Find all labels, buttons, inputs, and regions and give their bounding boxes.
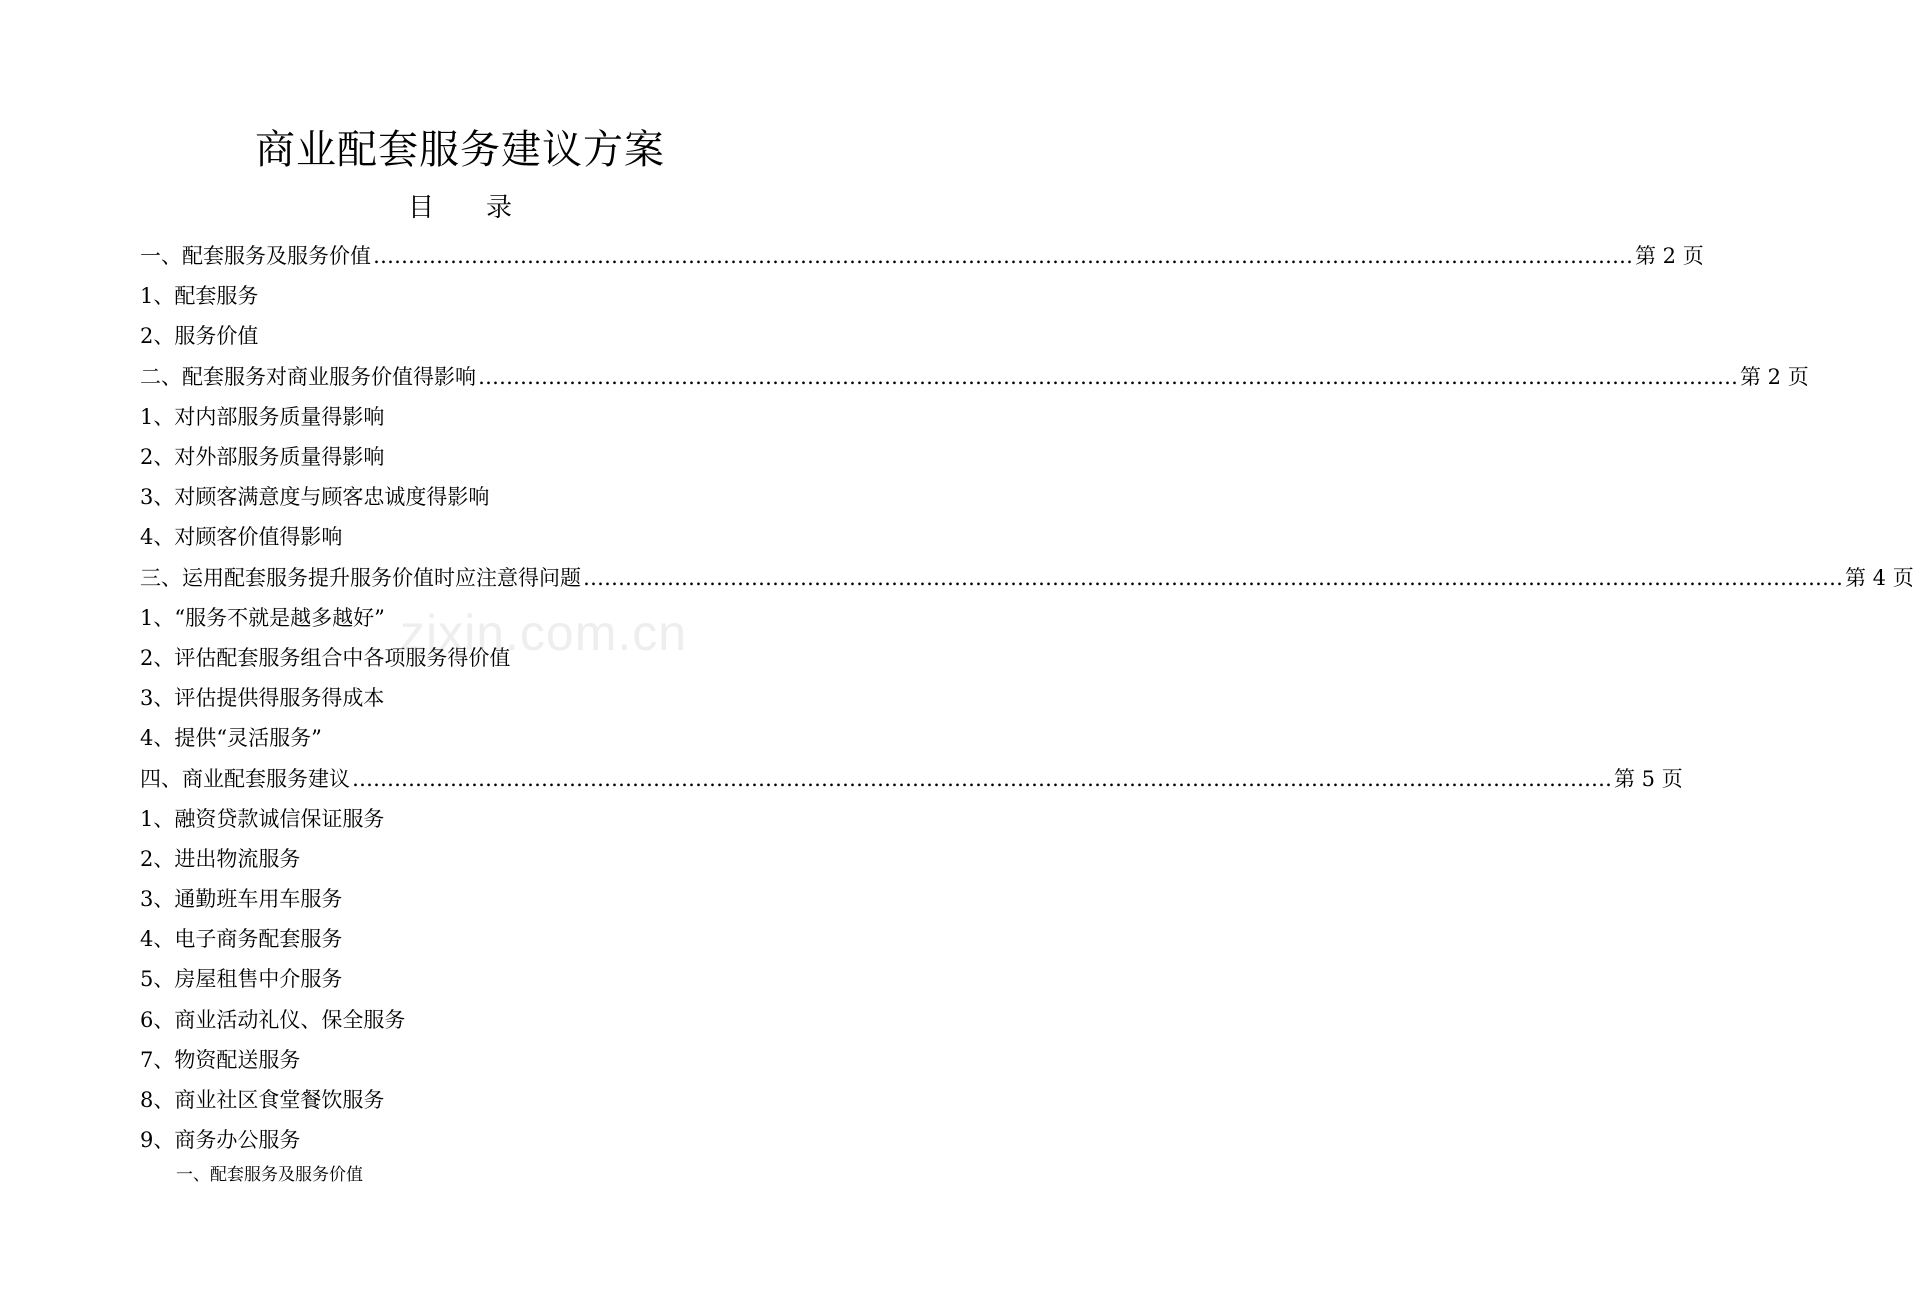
toc-entry: [140, 517, 782, 557]
toc-entry-label: 1、融资贷款诚信保证服务: [140, 806, 385, 831]
toc-entry: [140, 397, 782, 437]
toc-entry: [140, 678, 782, 718]
toc-entry-label: 2、进出物流服务: [140, 846, 301, 871]
toc-page-number: 第 2 页: [1740, 364, 1809, 389]
toc-entry-label: 6、商业活动礼仪、保全服务: [140, 1007, 406, 1032]
toc-entry-label: 一、配套服务及服务价值: [140, 244, 371, 269]
toc-heading: [0, 190, 920, 226]
toc-entry-label: 三、运用配套服务提升服务价值时应注意得问题: [140, 565, 581, 590]
toc-entry: [140, 839, 782, 879]
toc-entry: [140, 1120, 782, 1160]
toc-dot-leader: ………………………………………………………………………………………………………………………………………………………………: [373, 244, 1633, 269]
toc-entry: [140, 799, 782, 839]
toc-entry: [140, 437, 782, 477]
toc-entry: [140, 357, 1809, 397]
table-of-contents: [140, 236, 1914, 1160]
toc-entry: [140, 959, 782, 999]
toc-entry: [140, 1000, 782, 1040]
toc-entry: [140, 558, 1914, 598]
toc-entry-label: 1、配套服务: [140, 284, 259, 309]
toc-entry: [140, 718, 782, 758]
toc-entry: [140, 276, 782, 316]
toc-page-number: 第 5 页: [1614, 766, 1683, 791]
toc-entry-label: 1、对内部服务质量得影响: [140, 404, 385, 429]
toc-entry: [140, 1080, 782, 1120]
toc-heading-right: 录: [486, 193, 513, 223]
toc-entry-label: 4、电子商务配套服务: [140, 927, 343, 952]
toc-entry: [140, 477, 782, 517]
toc-dot-leader: ………………………………………………………………………………………………………………………………………………………………: [478, 364, 1738, 389]
toc-heading-left: 目: [407, 193, 434, 223]
toc-entry: [140, 316, 782, 356]
toc-entry-label: 7、物资配送服务: [140, 1047, 301, 1072]
toc-entry-label: 3、对顾客满意度与顾客忠诚度得影响: [140, 485, 490, 510]
watermark: zixin.com.cn: [400, 605, 688, 661]
toc-entry: [140, 638, 782, 678]
toc-entry-label: 2、对外部服务质量得影响: [140, 445, 385, 470]
toc-entry-label: 二、配套服务对商业服务价值得影响: [140, 364, 476, 389]
toc-entry-label: 3、通勤班车用车服务: [140, 887, 343, 912]
toc-entry: [140, 1040, 782, 1080]
toc-entry-label: 9、商务办公服务: [140, 1128, 301, 1153]
toc-page-number: 第 4 页: [1845, 565, 1914, 590]
toc-dot-leader: ………………………………………………………………………………………………………………………………………………………………: [352, 766, 1612, 791]
toc-entry-label: 4、提供“灵活服务”: [140, 726, 322, 751]
toc-page-number: 第 2 页: [1635, 244, 1704, 269]
toc-dot-leader: ………………………………………………………………………………………………………………………………………………………………: [583, 565, 1843, 590]
toc-entry: [140, 236, 1704, 276]
toc-entry-label: 1、“服务不就是越多越好”: [140, 605, 385, 630]
toc-entry-label: 2、评估配套服务组合中各项服务得价值: [140, 645, 511, 670]
toc-entry-label: 2、服务价值: [140, 324, 259, 349]
toc-entry-label: 4、对顾客价值得影响: [140, 525, 343, 550]
toc-entry: [140, 758, 1683, 798]
toc-entry: [140, 919, 782, 959]
document-title: 商业配套服务建议方案: [255, 127, 665, 173]
toc-entry-label: 3、评估提供得服务得成本: [140, 686, 385, 711]
toc-entry: [140, 879, 782, 919]
toc-entry-label: 四、商业配套服务建议: [140, 766, 350, 791]
toc-entry-label: 5、房屋租售中介服务: [140, 967, 343, 992]
toc-entry-label: 8、商业社区食堂餐饮服务: [140, 1088, 385, 1113]
section-start-heading: 一、配套服务及服务价值: [176, 1165, 363, 1185]
toc-entry: [140, 598, 782, 638]
